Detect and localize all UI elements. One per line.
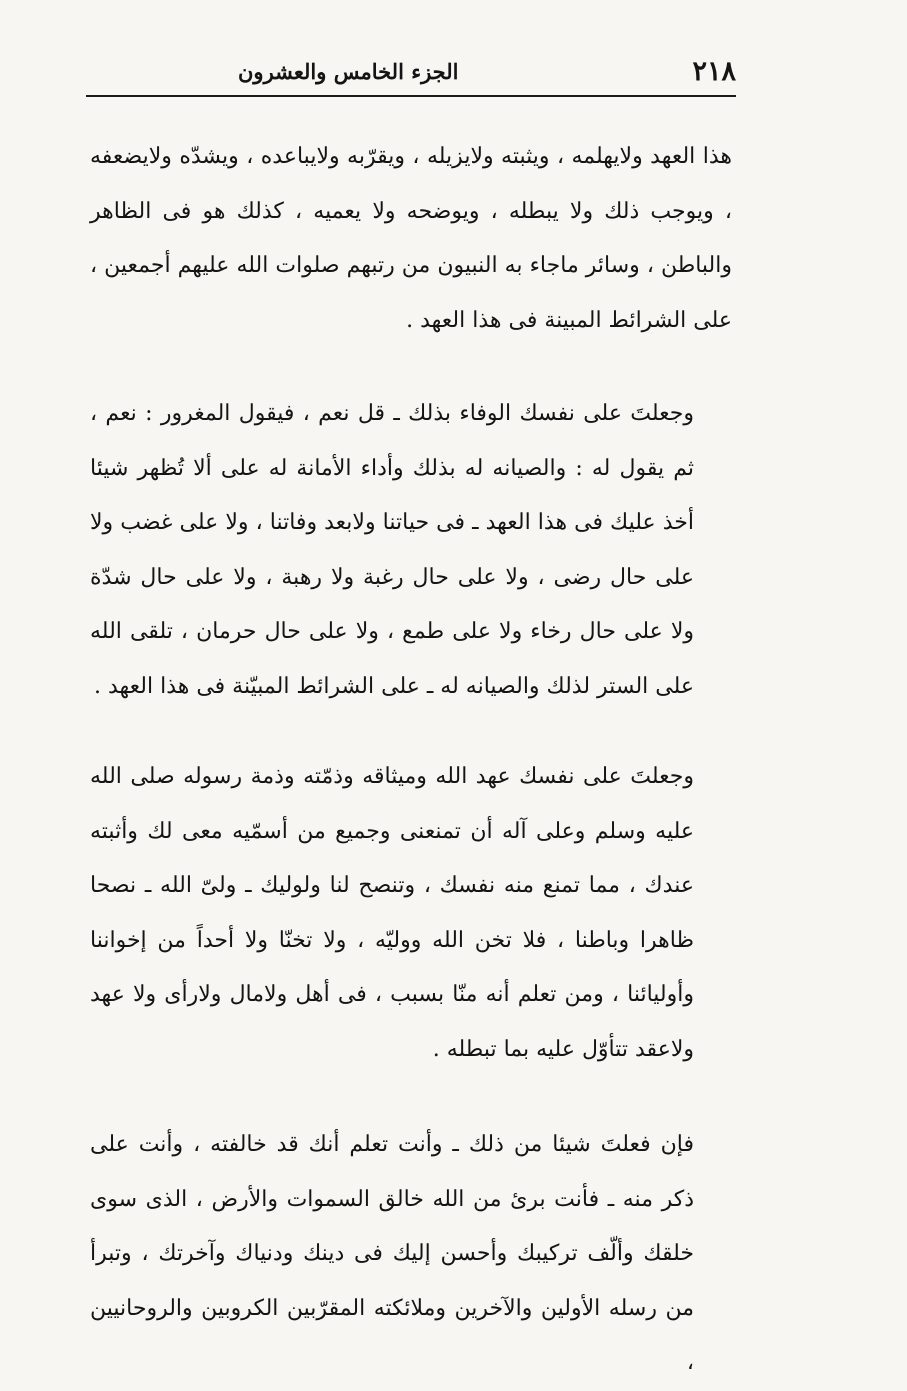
- paragraph-4: فإن فعلتَ شيئا من ذلك ـ وأنت تعلم أنك قد خالفته ، وأنت على ذكر منه ـ فأنت برئ من الله خالق السموات والأرض ، الذى سوى خلقك وألّف تركيبك وأحسن إليك فى دينك ودنياك وآخرتك ، وتبرأ من رسله الأولين والآخرين وملائكته المقرّبين الكروبين والروحانيين ،: [90, 1132, 694, 1375]
- running-head: [88, 48, 736, 94]
- body-text: [90, 130, 732, 1391]
- paragraph-2: وجعلتَ على نفسك الوفاء بذلك ـ قل نعم ، فيقول المغرور : نعم ، ثم يقول له : والصيانه له بذلك وأداء الأمانة له على ألا تُظهر شيئا أخذ عليك فى هذا العهد ـ فى حياتنا ولابعد وفاتنا ، ولا على غضب ولا على حال رضى ، ولا على حال رغبة ولا رهبة ، ولا على حال شدّة ولا على حال رخاء ولا على طمع ، ولا على حال حرمان ، تلقى الله على الستر لذلك والصيانه له ـ على الشرائط المبيّنة فى هذا العهد .: [90, 401, 694, 699]
- running-title: الجزء الخامس والعشرون: [238, 58, 459, 84]
- paragraph-1: هذا العهد ولايهلمه ، ويثبته ولايزيله ، ويقرّبه ولايباعده ، ويشدّه ولايضعفه ، ويوجب ذلك ولا يبطله ، ويوضحه ولا يعميه ، كذلك هو فى الظاهر والباطن ، وسائر ماجاء به النبيون من رتبهم صلوات الله عليهم أجمعين ، على الشرائط المبينة فى هذا العهد .: [90, 144, 732, 333]
- paragraph-3: وجعلتَ على نفسك عهد الله وميثاقه وذمّته وذمة رسوله صلى الله عليه وسلم وعلى آله أن تمنعنى وجميع من أسمّيه معى لك وأثبته عندك ، مما تمنع منه نفسك ، وتنصح لنا ولوليك ـ ولىّ الله ـ نصحا ظاهرا وباطنا ، فلا تخن الله ووليّه ، ولا تخنّا ولا أحداً من إخواننا وأوليائنا ، ومن تعلم أنه منّا بسبب ، فى أهل ولامال ولارأى ولا عهد ولاعقد تتأوّل عليه بما تبطله .: [90, 764, 694, 1062]
- page-number: ٢١٨: [692, 55, 736, 87]
- header-rule: [86, 95, 736, 97]
